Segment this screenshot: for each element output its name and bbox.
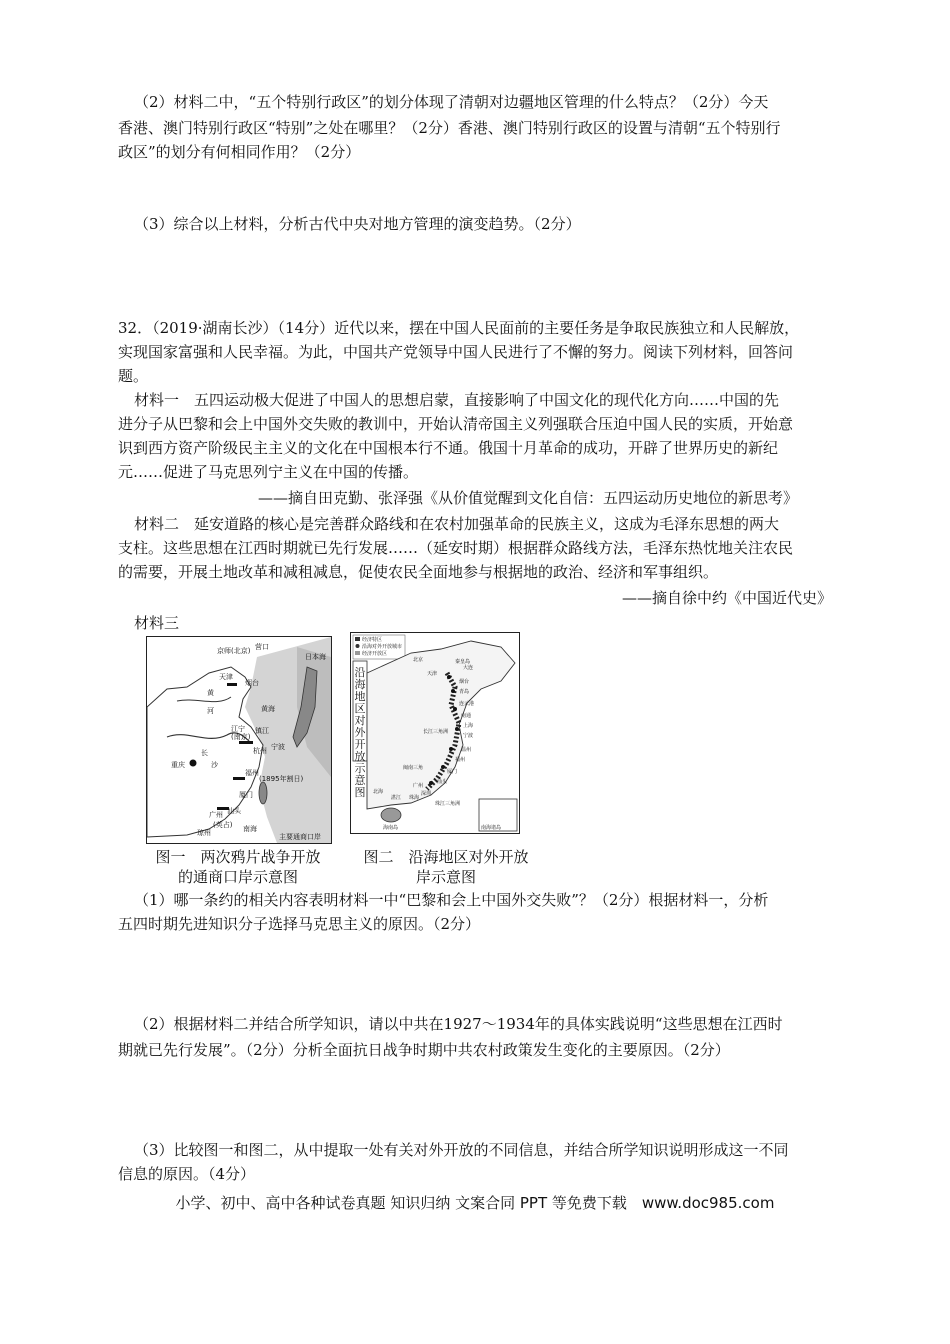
map1-label-zhenjiang: 镇江 <box>255 727 269 735</box>
map2-label-xiamen: 厦门 <box>447 769 458 775</box>
figure1-caption-line2: 的通商口岸示意图 <box>177 868 298 886</box>
material3-label: 材料三 <box>134 614 180 632</box>
q32-part2-line1: （2）根据材料二并结合所学知识，请以中共在1927～1934年的具体实践说明“这些思想在江西时 <box>134 1015 783 1033</box>
q31-part2-line2: 香港、澳门特别行政区“特别”之处在哪里？（2分）香港、澳门特别行政区的设置与清朝“五个特别行 <box>118 119 781 137</box>
map2-label-qingdao: 青岛 <box>459 689 470 695</box>
map2-legend2: 沿海对外开放城市 <box>362 644 403 650</box>
q32-part1-line1: （1）哪一条约的相关内容表明材料一中“巴黎和会上中国外交失败”？（2分）根据材料一，分析 <box>134 891 769 909</box>
q31-part2-line1: （2）材料二中，“五个特别行政区”的划分体现了清朝对边疆地区管理的什么特点？（2分）今天 <box>134 93 769 111</box>
map2-label-qinhuangdao: 秦皇岛 <box>455 659 471 665</box>
q31-part2-line3: 政区”的划分有何相同作用？（2分） <box>118 143 361 161</box>
map2-legend1: 经济特区 <box>362 637 383 643</box>
map2-label-nanhai-islands: 南海诸岛 <box>481 825 502 831</box>
map1-label-nanhai: 南海 <box>243 825 257 833</box>
map1-label-changsha: 沙 <box>211 761 218 769</box>
map2-label-fuzhou: 福州 <box>455 757 466 763</box>
map2-label-dalian: 大连 <box>463 665 474 671</box>
material2-source: ——摘自徐中约《中国近代史》 <box>622 589 833 607</box>
map1-label-huang: 黄 <box>207 689 214 697</box>
figure1-map <box>146 636 332 844</box>
map1-label-tianjin: 天津 <box>219 673 233 681</box>
map1-label-jingshi: 京师(北京) <box>217 647 251 655</box>
map2-label-beihai: 北海 <box>373 789 384 795</box>
q32-stem-line3: 题。 <box>118 367 149 385</box>
map2-label-zhuhai: 珠海 <box>409 795 420 801</box>
map1-label-he: 河 <box>207 707 214 715</box>
q32-part3-line2: 信息的原因。（4分） <box>118 1165 256 1183</box>
material1-line2: 进分子从巴黎和会上中国外交失败的教训中，开始认清帝国主义列强联合压迫中国人民的实质，开始意 <box>118 415 794 433</box>
map1-label-jiangning: 江宁 <box>231 725 245 733</box>
map2-label-zhujiang: 珠江三角洲 <box>435 801 461 807</box>
map2-label-shanghai: 上海 <box>463 723 474 729</box>
map2-label-beijing: 北京 <box>413 657 424 663</box>
material1-line3: 识到西方资产阶级民主主义的文化在中国根本行不通。俄国十月革命的成功，开辟了世界历史的新纪 <box>118 439 779 457</box>
map1-label-qiongzhou: 琼州 <box>197 829 211 837</box>
map1-label-ningbo: 宁波 <box>271 743 285 751</box>
q32-part2-line2: 期就已先行发展”。（2分）分析全面抗日战争时期中共农村政策发生变化的主要原因。（2分） <box>118 1041 730 1059</box>
map2-label-lianyungang: 连云港 <box>459 701 475 707</box>
q32-part3-line1: （3）比较图一和图二，从中提取一处有关对外开放的不同信息，并结合所学知识说明形成这一不同 <box>134 1141 789 1159</box>
map2-label-hainan: 海南岛 <box>383 825 399 831</box>
map1-label-xiamen: 厦门 <box>239 791 253 799</box>
map2-label-shenzhen: 深圳 <box>421 791 432 797</box>
map1-label-yantai: 烟台 <box>245 679 259 687</box>
map1-label-zhang: 长 <box>201 749 208 757</box>
map1-label-yingkou: 营口 <box>255 643 269 651</box>
map1-label-nanjing: (南京) <box>231 733 251 741</box>
q32-stem-line1: 32．（2019·湖南长沙）（14分）近代以来，摆在中国人民面前的主要任务是争取民族独立和人民解放， <box>118 319 800 337</box>
map1-label-huanghai: 黄海 <box>261 705 275 713</box>
map1-label-guangzhou: 广州 <box>209 811 223 819</box>
figure2-caption-line1: 图二 沿海地区对外开放 <box>363 848 529 866</box>
map2-legend3: 经济开放区 <box>362 651 388 657</box>
map1-label-year1895: (1895年割日) <box>259 775 304 783</box>
map1-label-hongkong: (英占) <box>213 821 233 829</box>
figure1-map-graphic <box>147 637 331 843</box>
q32-stem-line2: 实现国家富强和人民幸福。为此，中国共产党领导中国人民进行了不懈的努力。阅读下列材料，回答问 <box>118 343 794 361</box>
map1-label-fuzhou: 福州 <box>245 769 259 777</box>
map1-label-riben: 日本海 <box>305 653 326 661</box>
figure2-caption-line2: 岸示意图 <box>415 868 476 886</box>
map2-label-yantai: 烟台 <box>459 679 470 685</box>
map2-label-ningbo: 宁波 <box>463 733 474 739</box>
map2-label-guangzhou: 广州 <box>413 783 424 789</box>
material2-line2: 支柱。这些思想在江西时期就已先行发展……（延安时期）根据群众路线方法，毛泽东热忱地关注农民 <box>118 539 794 557</box>
map1-label-chongqing: 重庆 <box>171 761 185 769</box>
material1-line4: 元……促进了马克思列宁主义在中国的传播。 <box>118 463 419 481</box>
figure2-vertical-title: 沿海地区对外开放示意图 <box>354 666 366 799</box>
map1-label-hangzhou: 杭州 <box>253 747 267 755</box>
map2-label-zhanjiang: 湛江 <box>391 795 402 801</box>
q32-part1-line2: 五四时期先进知识分子选择马克思主义的原因。（2分） <box>118 915 481 933</box>
q31-part3: （3）综合以上材料，分析古代中央对地方管理的演变趋势。（2分） <box>134 215 581 233</box>
material2-line3: 的需要，开展土地改革和减租减息，促使农民全面地参与根据地的政治、经济和军事组织。 <box>118 563 719 581</box>
figure1-caption-line1: 图一 两次鸦片战争开放 <box>155 848 321 866</box>
map1-label-legend: 主要通商口岸 <box>279 833 321 841</box>
figure2-map <box>350 632 520 834</box>
map2-label-changjiang: 长江三角洲 <box>423 729 449 735</box>
map2-label-tianjin: 天津 <box>427 671 438 677</box>
page-footer: 小学、初中、高中各种试卷真题 知识归纳 文案合同 PPT 等免费下载 www.doc985.com <box>175 1194 775 1212</box>
material1-source: ——摘自田克勤、张泽强《从价值觉醒到文化自信：五四运动历史地位的新思考》 <box>258 489 799 507</box>
material1-line1: 材料一 五四运动极大促进了中国人的思想启蒙，直接影响了中国文化的现代化方向……中国的先 <box>134 391 780 409</box>
figure2-map-graphic <box>351 633 519 833</box>
map2-label-shantou: 汕头 <box>437 779 448 785</box>
map2-label-minnan: 闽南三角 <box>403 765 424 771</box>
material2-line1: 材料二 延安道路的核心是完善群众路线和在农村加强革命的民族主义，这成为毛泽东思想的两大 <box>134 515 780 533</box>
map2-label-wenzhou: 温州 <box>461 747 472 753</box>
map1-label-shantou: 汕头 <box>227 807 241 815</box>
map2-label-nantong: 南通 <box>461 713 472 719</box>
